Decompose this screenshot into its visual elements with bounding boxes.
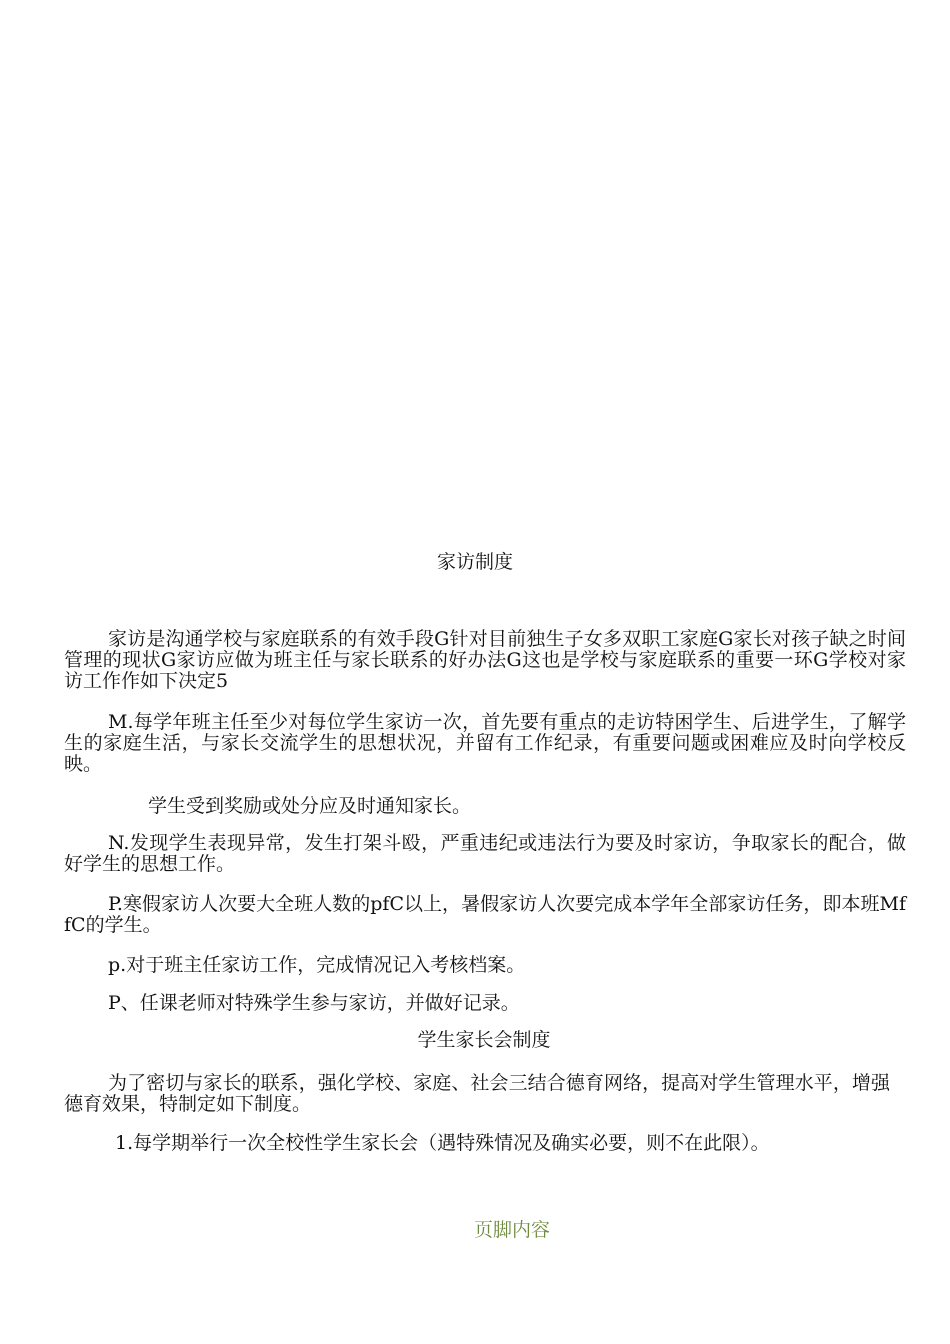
home-visit-item-6: P、任课老师对特殊学生参与家访，并做好记录。 xyxy=(108,992,520,1014)
parent-meeting-intro: 为了密切与家长的联系，强化学校、家庭、社会三结合德育网络，提高对学生管理水平，增强德育效果，特制定如下制度。 xyxy=(64,1072,890,1115)
home-visit-item-2: 学生受到奖励或处分应及时通知家长。 xyxy=(148,795,472,817)
home-visit-title: 家访制度 xyxy=(436,551,513,573)
home-visit-item-5: p.对于班主任家访工作，完成情况记入考核档案。 xyxy=(108,954,526,976)
page-footer: 页脚内容 xyxy=(474,1219,551,1241)
home-visit-item-3: N.发现学生表现异常，发生打架斗殴，严重违纪或违法行为要及时家访，争取家长的配合，做好学生的思想工作。 xyxy=(64,832,906,875)
parent-meeting-item-1: 1.每学期举行一次全校性学生家长会（遇特殊情况及确实必要，则不在此限）。 xyxy=(115,1132,770,1154)
home-visit-item-1: M.每学年班主任至少对每位学生家访一次，首先要有重点的走访特困学生、后进学生，了解学生的家庭生活，与家长交流学生的思想状况，并留有工作纪录，有重要问题或困难应及时向学校反映。 xyxy=(64,711,906,775)
home-visit-item-4: P.寒假家访人次要大全班人数的pfC以上，暑假家访人次要完成本学年全部家访任务，即本班MffC的学生。 xyxy=(64,893,906,936)
parent-meeting-title: 学生家长会制度 xyxy=(417,1029,551,1051)
home-visit-intro: 家访是沟通学校与家庭联系的有效手段G针对目前独生子女多双职工家庭G家长对孩子缺之时间管理的现状G家访应做为班主任与家长联系的好办法G这也是学校与家庭联系的重要一环G学校对家访工作作如下决定5 xyxy=(64,628,906,692)
